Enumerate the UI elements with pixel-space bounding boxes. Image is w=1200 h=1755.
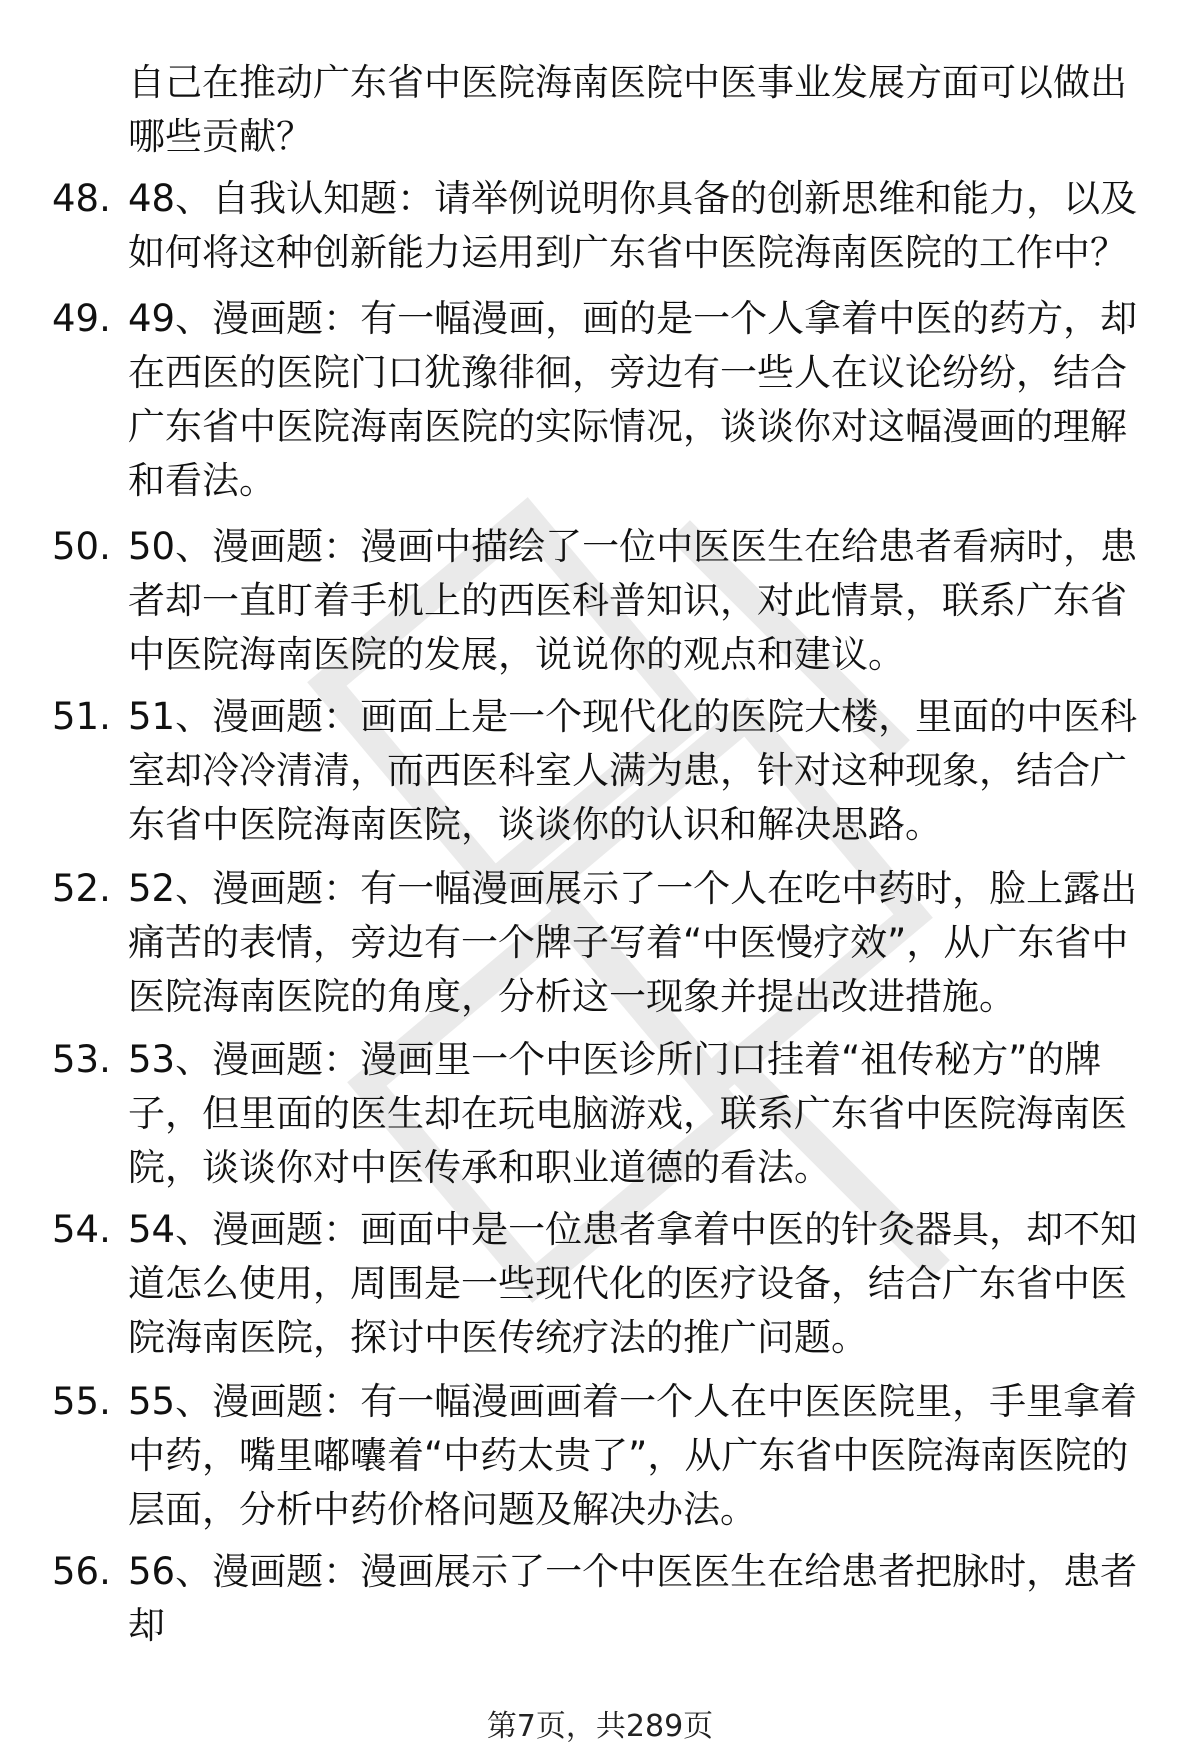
question-item-56 <box>52 1545 1152 1653</box>
question-item-49 <box>52 292 1152 508</box>
question-text: 54、漫画题：画面中是一位患者拿着中医的针灸器具，却不知道怎么使用，周围是一些现代化的医疗设备，结合广东省中医院海南医院，探讨中医传统疗法的推广问题。 <box>128 1208 1138 1359</box>
page-footer: 第7页，共289页 <box>486 1709 714 1744</box>
question-text: 53、漫画题：漫画里一个中医诊所门口挂着“祖传秘方”的牌子，但里面的医生却在玩电脑游戏，联系广东省中医院海南医院，谈谈你对中医传承和职业道德的看法。 <box>128 1038 1127 1189</box>
question-text: 49、漫画题：有一幅漫画，画的是一个人拿着中医的药方，却在西医的医院门口犹豫徘徊，旁边有一些人在议论纷纷，结合广东省中医院海南医院的实际情况，谈谈你对这幅漫画的理解和看法。 <box>128 297 1138 502</box>
question-text: 55、漫画题：有一幅漫画画着一个人在中医医院里，手里拿着中药，嘴里嘟囔着“中药太贵了”，从广东省中医院海南医院的层面，分析中药价格问题及解决办法。 <box>128 1380 1138 1531</box>
question-number: 51. <box>52 695 111 738</box>
question-text: 48、自我认知题：请举例说明你具备的创新思维和能力，以及如何将这种创新能力运用到广东省中医院海南医院的工作中？ <box>128 177 1138 274</box>
question-number: 55. <box>52 1380 111 1423</box>
question-number: 52. <box>52 867 111 910</box>
question-text: 50、漫画题：漫画中描绘了一位中医医生在给患者看病时，患者却一直盯着手机上的西医科普知识，对此情景，联系广东省中医院海南医院的发展，说说你的观点和建议。 <box>128 525 1138 676</box>
question-text: 51、漫画题：画面上是一个现代化的医院大楼，里面的中医科室却冷冷清清，而西医科室人满为患，针对这种现象，结合广东省中医院海南医院，谈谈你的认识和解决思路。 <box>128 695 1138 846</box>
question-number: 50. <box>52 525 111 568</box>
question-number: 48. <box>52 177 111 220</box>
question-text: 56、漫画题：漫画展示了一个中医医生在给患者把脉时，患者却 <box>128 1550 1138 1647</box>
question-number: 53. <box>52 1038 111 1081</box>
question-item-54 <box>52 1203 1152 1365</box>
question-number: 54. <box>52 1208 111 1251</box>
continuation-text: 自己在推动广东省中医院海南医院中医事业发展方面可以做出哪些贡献？ <box>128 61 1127 158</box>
question-item-51 <box>52 690 1152 852</box>
question-item-53 <box>52 1033 1152 1195</box>
question-item-48 <box>52 172 1152 280</box>
question-item-50 <box>52 520 1152 682</box>
question-number: 49. <box>52 297 111 340</box>
question-item-55 <box>52 1375 1152 1537</box>
question-number: 56. <box>52 1550 111 1593</box>
question-text: 52、漫画题：有一幅漫画展示了一个人在吃中药时，脸上露出痛苦的表情，旁边有一个牌子写着“中医慢疗效”，从广东省中医院海南医院的角度，分析这一现象并提出改进措施。 <box>128 867 1138 1018</box>
question-item-52 <box>52 862 1152 1024</box>
